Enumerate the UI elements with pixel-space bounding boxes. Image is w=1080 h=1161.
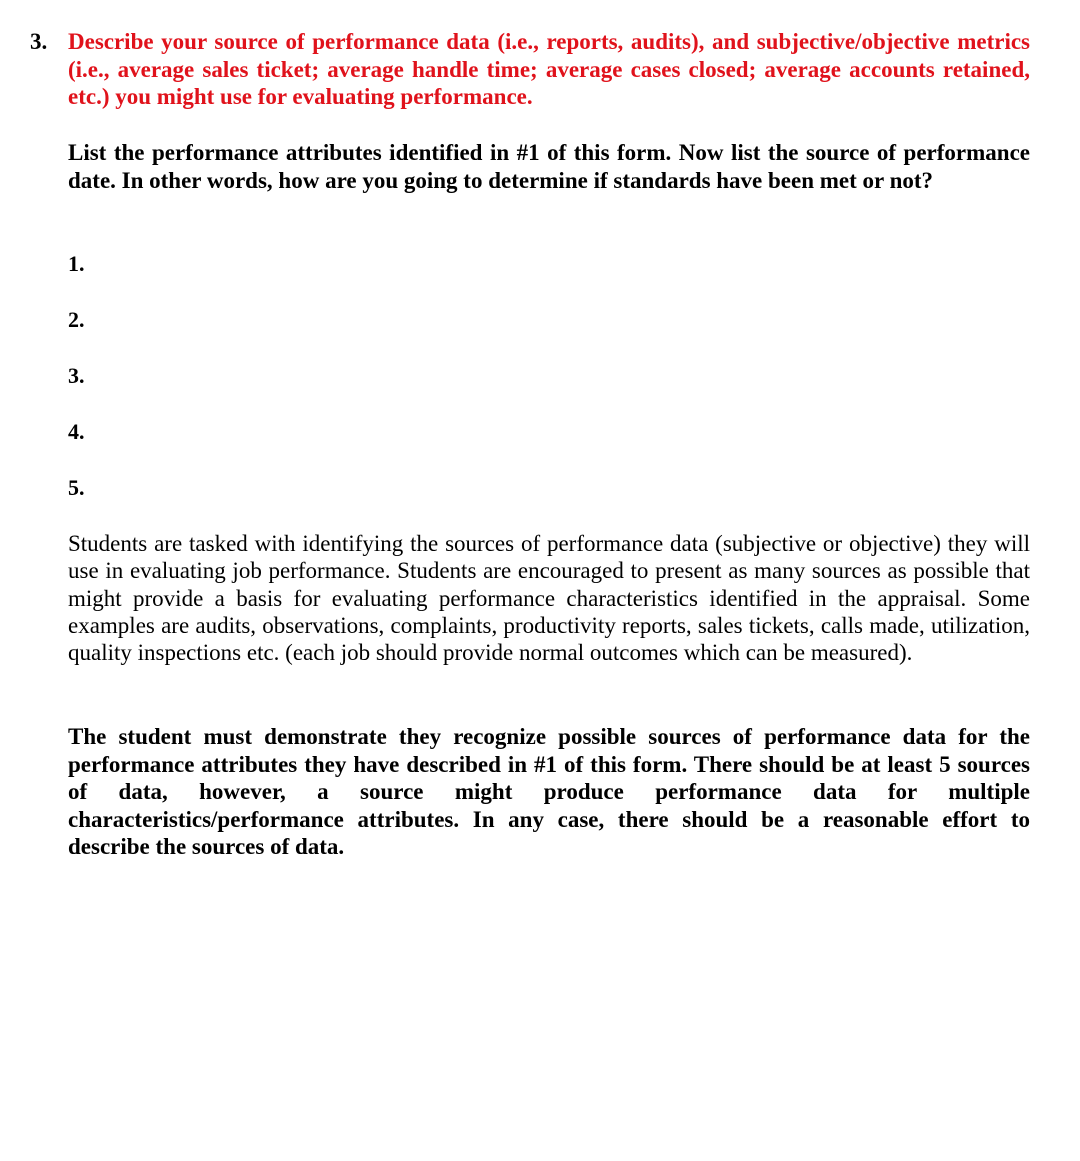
answer-list [68,250,85,530]
list-item: 3. [68,363,85,388]
guidance-paragraph: Students are tasked with identifying the sources of performance data (subjective or objective) they will use in evaluating job performance. Students are encouraged to present as many sources as possible that might provide a basis for evaluating performance characteristics identified in the appraisal. Some examples are audits, observations, complaints, productivity reports, sales tickets, calls made, utilization, quality inspections etc. (each job should provide normal outcomes which can be measured). [68,531,1030,666]
requirement-paragraph: The student must demonstrate they recognize possible sources of performance data for the performance attributes they have described in #1 of this form. There should be at least 5 sources of data, however, a source might produce performance data for multiple characteristics/performance attributes. In any case, there should be a reasonable effort to describe the sources of data. [68,724,1030,859]
question-text: Describe your source of performance data (i.e., reports, audits), and subjective/objective metrics (i.e., average sales ticket; average handle time; average cases closed; average accounts retained, etc.) you might use for evaluating performance. [68,29,1030,109]
question-heading [30,28,1030,111]
question-number: 3. [30,29,48,54]
list-item: 4. [68,419,85,444]
list-item: 5. [68,475,85,500]
list-item: 2. [68,307,85,332]
list-item: 1. [68,251,85,276]
instruction-paragraph: List the performance attributes identified in #1 of this form. Now list the source of performance date. In other words, how are you going to determine if standards have been met or not? [68,140,1030,193]
